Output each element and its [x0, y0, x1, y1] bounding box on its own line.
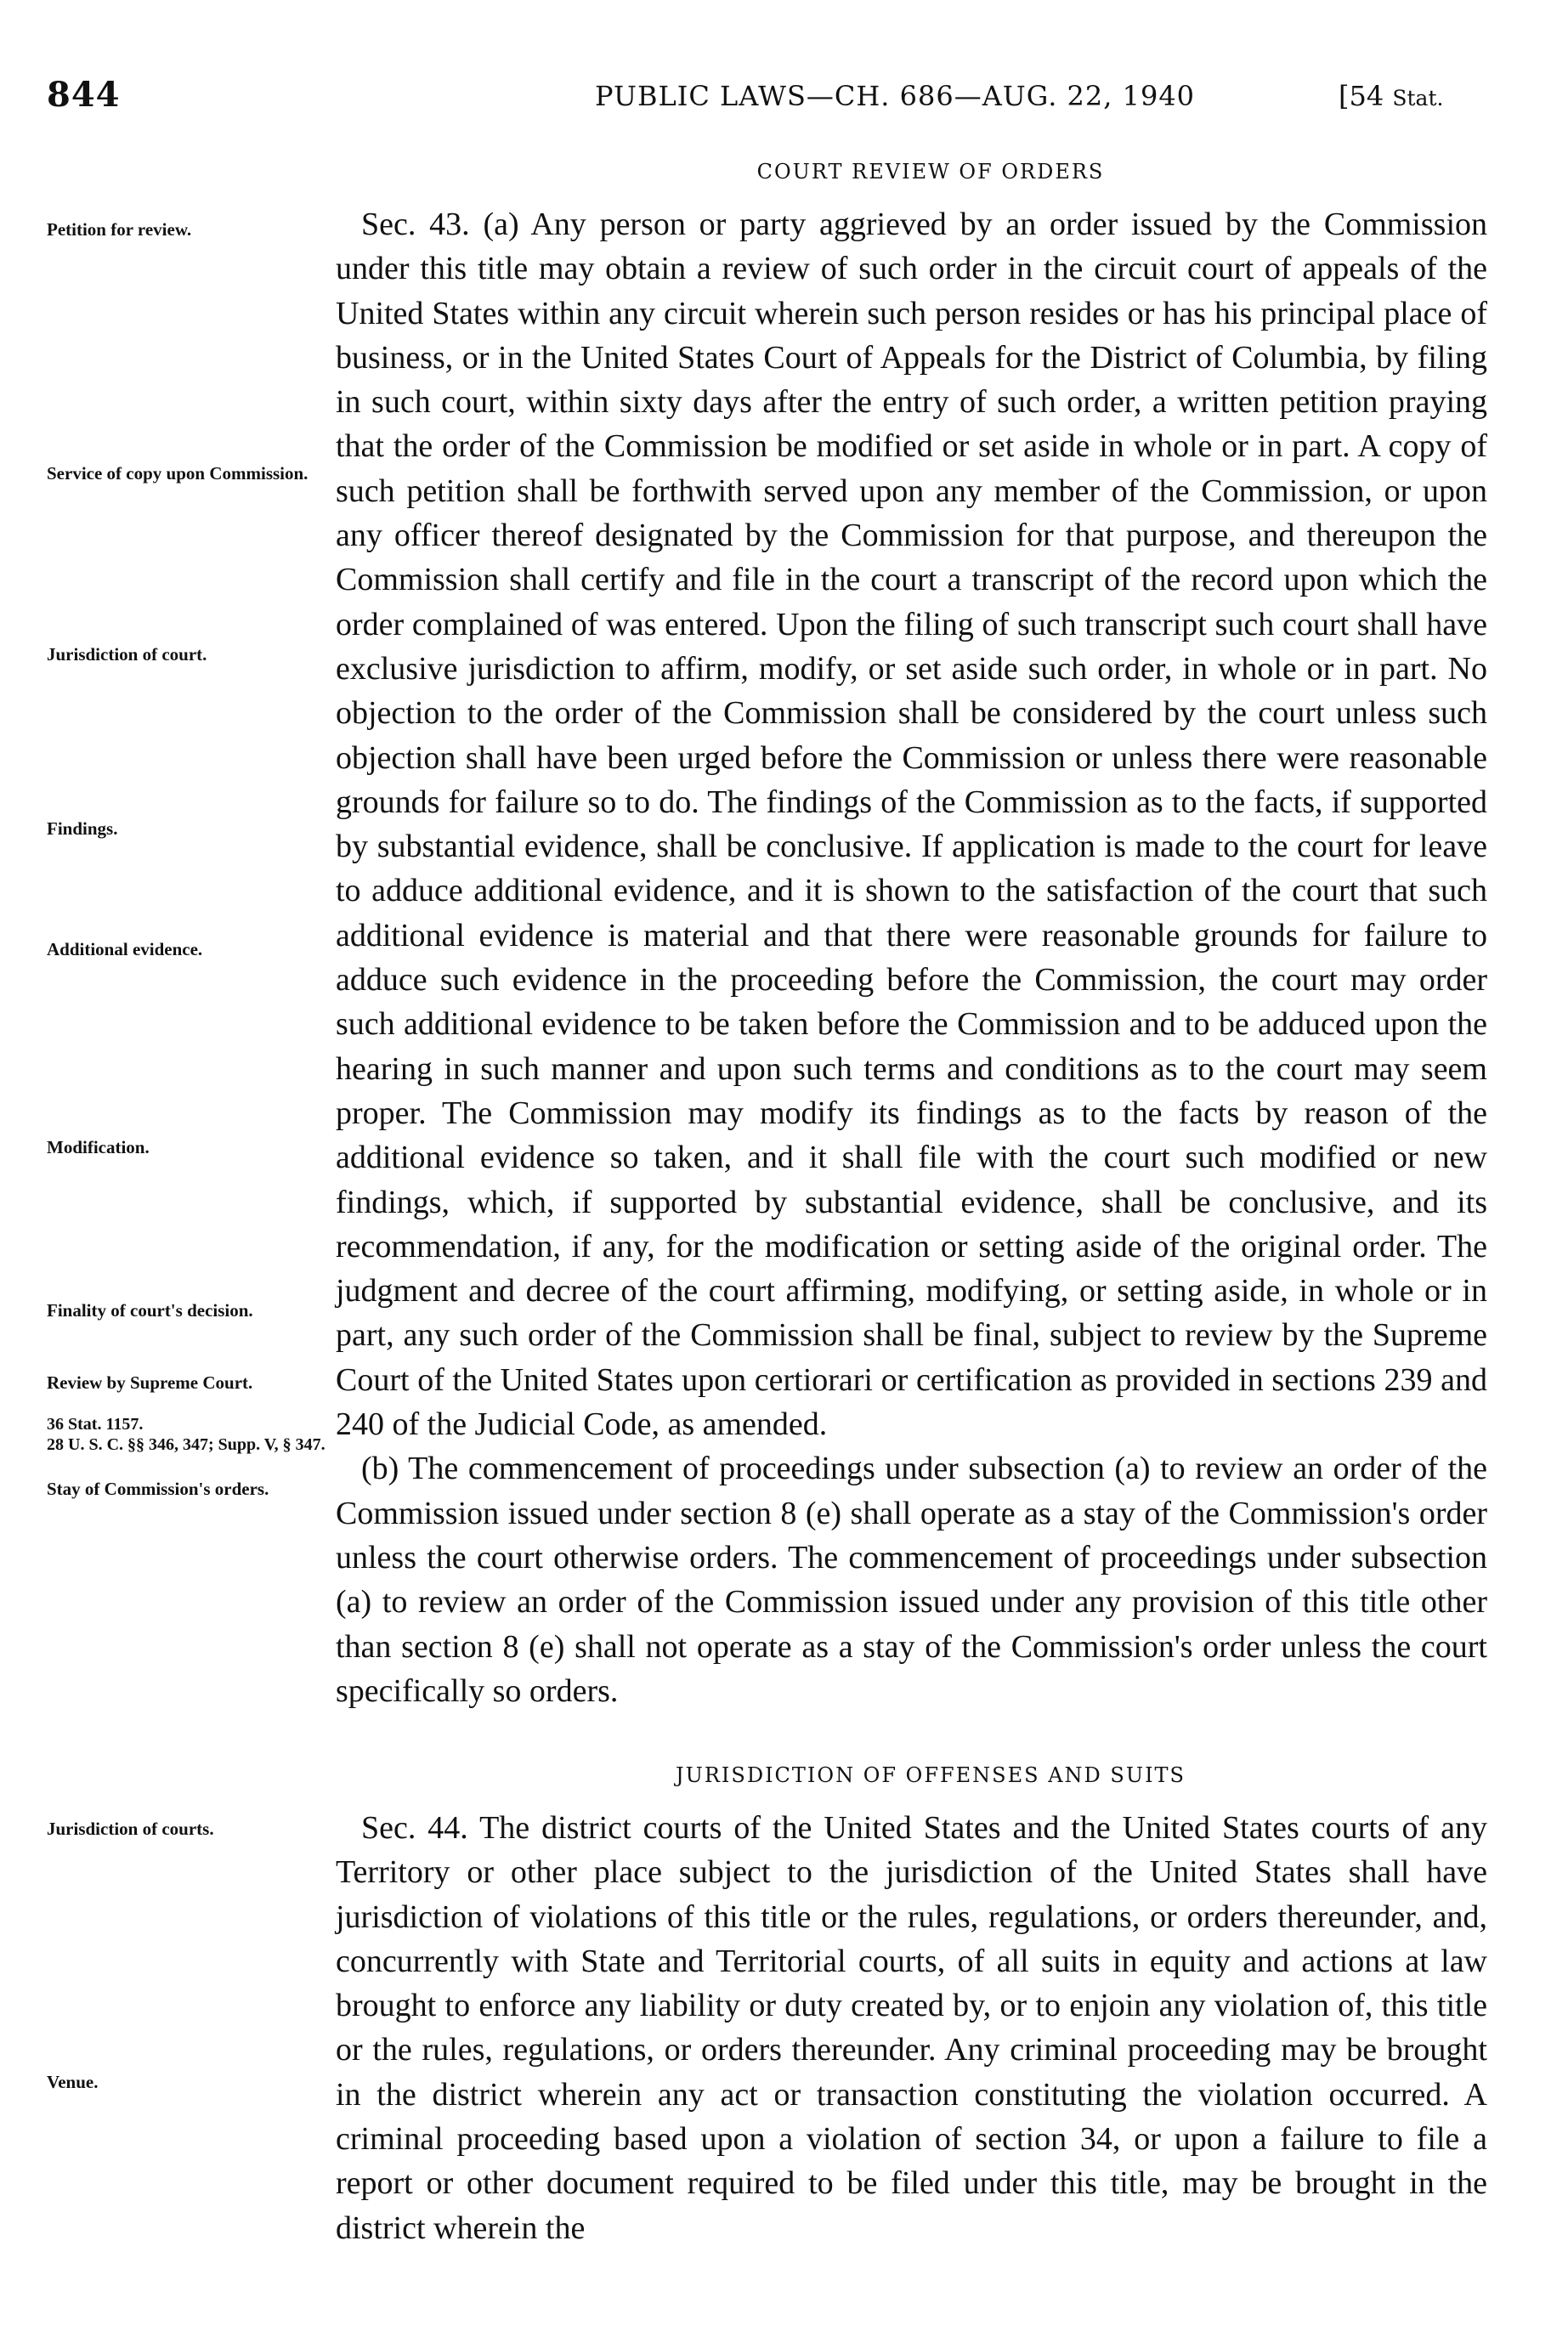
margin-note-modification: Modification. — [47, 1137, 150, 1157]
margin-note-petition: Petition for review. — [47, 219, 192, 240]
section-43-paragraph-b: (b) The commencement of proceedings under subsection (a) to review an order of the Commission issued under section 8 (e) shall operate as a stay of the Commission's order unless the court otherwise orders. The commencement of proceedings under subsection (a) to review an order of the Commission issued under any provision of this title other than section 8 (e) shall not operate as a stay of the Commission's order unless the court specifically so orders. — [336, 1451, 1487, 1709]
margin-note-supreme-court: Review by Supreme Court. — [47, 1372, 253, 1393]
margin-note-service: Service of copy upon Commission. — [47, 463, 309, 484]
stat-bracket: [54 — [1339, 80, 1393, 112]
section-44-paragraph: Sec. 44. The district courts of the United States and the United States courts of any Territory or other place subject to the jurisdiction of the United States shall have jurisdiction of violations of this title or the rules, regulations, or orders thereunder, and, concurrently with State and Territorial courts, of all suits in equity and actions at law brought to enforce any liability or duty created by, or to enjoin any violation of, this title or the rules, regulations, or orders thereunder. Any criminal proceeding may be brought in the district wherein any act or transaction constituting the violation occurred. A criminal proceeding based upon a violation of section 34, or upon a failure to file a report or other document required to be filed under this title, may be brought in the district wherein the — [336, 1810, 1487, 2246]
margin-note-venue: Venue. — [47, 2072, 99, 2092]
margin-note-stay: Stay of Commission's orders. — [47, 1479, 269, 1499]
margin-note-additional-evidence: Additional evidence. — [47, 939, 203, 959]
page-header — [0, 75, 1568, 126]
section-heading-court-review: COURT REVIEW OF ORDERS — [756, 160, 1105, 184]
section-44-body — [336, 1806, 1487, 2250]
running-title: PUBLIC LAWS—CH. 686—AUG. 22, 1940 — [595, 80, 1196, 112]
margin-note-jurisdiction-courts: Jurisdiction of courts. — [47, 1819, 214, 1839]
section-heading-jurisdiction: JURISDICTION OF OFFENSES AND SUITS — [675, 1763, 1186, 1787]
section-43-body — [336, 202, 1487, 1713]
margin-note-stat-ref: 36 Stat. 1157. — [47, 1415, 144, 1434]
section-43-paragraph-a: Sec. 43. (a) Any person or party aggrieved by an order issued by the Commission under this title may obtain a review of such order in the circuit court of appeals of the United States within any circuit wherein such person resides or has his principal place of business, or in the United States Court of Appeals for the District of Columbia, by filing in such court, within sixty days after the entry of such order, a written petition praying that the order of the Commission be modified or set aside in whole or in part. A copy of such petition shall be forthwith served upon any member of the Commission, or upon any officer thereof designated by the Commission for that purpose, and thereupon the Commission shall certify and file in the court a transcript of the record upon which the order complained of was entered. Upon the filing of such transcript such court shall have exclusive jurisdiction to affirm, modify, or set aside such order, in whole or in part. No objection to the order of the Commission shall be considered by the court unless such objection shall have been urged before the Commission or unless there were reasonable grounds for failure so to do. The findings of the Commission as to the facts, if supported by substantial evidence, shall be conclusive. If application is made to the court for leave to adduce additional evidence, and it is shown to the satisfaction of the court that such additional evidence is material and that there were reasonable grounds for failure to adduce such evidence in the proceeding before the Commission, the court may order such additional evidence to be taken before the Commission and to be adduced upon the hearing in such manner and upon such terms and conditions as to the court may seem proper. The Commission may modify its findings as to the facts by reason of the additional evidence so taken, and it shall file with the court such modified or new findings, which, if supported by substantial evidence, shall be conclusive, and its recommendation, if any, for the modification or setting aside of the original order. The judgment and decree of the court affirming, modifying, or setting aside, in whole or in part, any such order of the Commission shall be final, subject to review by the Supreme Court of the United States upon certiorari or certification as provided in sections 239 and 240 of the Judicial Code, as amended. — [336, 207, 1487, 1443]
margin-note-findings: Findings. — [47, 818, 118, 839]
page-number: 844 — [47, 75, 121, 115]
stat-label: Stat. — [1392, 86, 1444, 110]
statute-reference — [1339, 80, 1443, 112]
margin-note-usc-ref: 28 U. S. C. §§ 346, 347; Supp. V, § 347. — [47, 1435, 325, 1454]
margin-note-jurisdiction-court: Jurisdiction of court. — [47, 644, 207, 665]
margin-note-finality: Finality of court's decision. — [47, 1300, 253, 1321]
